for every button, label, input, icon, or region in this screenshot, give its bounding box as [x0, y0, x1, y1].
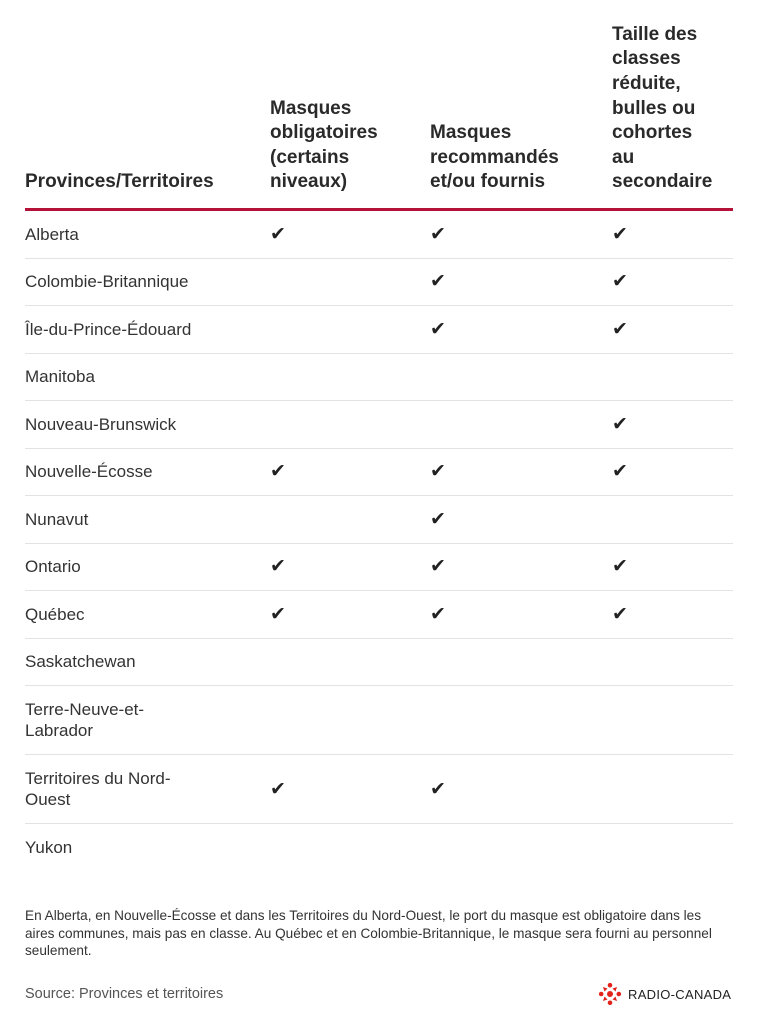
province-name: Territoires du Nord-Ouest	[25, 769, 171, 809]
header-line: classes	[612, 48, 681, 70]
province-name: Yukon	[25, 838, 73, 858]
check-icon: ✔	[270, 461, 286, 483]
province-name: Colombie-Britannique	[25, 272, 189, 292]
table-body	[25, 211, 733, 872]
check-icon: ✔	[612, 603, 628, 625]
check-icon: ✔	[612, 223, 628, 245]
radio-canada-logo	[598, 982, 731, 1006]
province-name: Saskatchewan	[25, 652, 136, 672]
header-line: obligatoires	[270, 122, 378, 144]
header-line: au	[612, 146, 635, 168]
province-name: Québec	[25, 604, 85, 624]
header-taille-classes	[612, 23, 733, 195]
check-icon: ✔	[270, 223, 286, 245]
table-row	[25, 755, 733, 824]
check-icon: ✔	[430, 461, 446, 483]
header-line: Masques	[430, 122, 512, 144]
province-name: Île-du-Prince-Édouard	[25, 319, 192, 339]
table-row	[25, 306, 733, 354]
check-icon: ✔	[270, 778, 286, 800]
table-row	[25, 686, 733, 755]
table-row	[25, 211, 733, 259]
check-icon: ✔	[430, 508, 446, 530]
check-icon: ✔	[430, 318, 446, 340]
table-row	[25, 259, 733, 307]
province-name: Nouveau-Brunswick	[25, 414, 177, 434]
province-name: Nunavut	[25, 509, 89, 529]
province-name: Terre-Neuve-et-Labrador	[25, 700, 145, 740]
province-name: Nouvelle-Écosse	[25, 462, 153, 482]
table-row	[25, 544, 733, 592]
table-row	[25, 824, 733, 872]
check-icon: ✔	[270, 556, 286, 578]
province-name: Manitoba	[25, 367, 95, 387]
source-credit: Source: Provinces et territoires	[25, 986, 224, 1002]
table-row	[25, 639, 733, 687]
check-icon: ✔	[430, 271, 446, 293]
header-line: réduite,	[612, 73, 681, 95]
check-icon: ✔	[612, 556, 628, 578]
header-line: et/ou fournis	[430, 171, 546, 193]
header-line: (certains	[270, 146, 350, 168]
header-line: Provinces/Territoires	[25, 171, 214, 193]
check-icon: ✔	[612, 271, 628, 293]
header-line: niveaux)	[270, 171, 348, 193]
province-name: Alberta	[25, 224, 79, 244]
check-icon: ✔	[430, 603, 446, 625]
header-line: Taille des	[612, 23, 698, 45]
header-line: secondaire	[612, 171, 713, 193]
logo-wordmark: RADIO-CANADA	[628, 986, 732, 1002]
header-line: Masques	[270, 97, 352, 119]
table-row	[25, 449, 733, 497]
radio-canada-gem-icon	[598, 982, 622, 1006]
province-measures-table	[25, 0, 733, 872]
check-icon: ✔	[612, 318, 628, 340]
header-line: bulles ou	[612, 97, 696, 119]
check-icon: ✔	[430, 223, 446, 245]
check-icon: ✔	[612, 413, 628, 435]
check-icon: ✔	[430, 556, 446, 578]
table-row	[25, 401, 733, 449]
table-row	[25, 496, 733, 544]
header-line: cohortes	[612, 122, 693, 144]
header-provinces	[25, 170, 214, 195]
header-masques-obligatoires	[270, 97, 420, 195]
province-name: Ontario	[25, 557, 81, 577]
header-line: recommandés	[430, 146, 559, 168]
table-header	[25, 0, 733, 211]
table-row	[25, 591, 733, 639]
check-icon: ✔	[430, 778, 446, 800]
footnote: En Alberta, en Nouvelle-Écosse et dans les Territoires du Nord-Ouest, le port du masque est obligatoire dans les aires communes, mais pas en classe. Au Québec et en Colombie-Britannique, le masque sera fourni au personnel seulement.	[25, 908, 712, 958]
table-row	[25, 354, 733, 402]
check-icon: ✔	[612, 461, 628, 483]
check-icon: ✔	[270, 603, 286, 625]
header-masques-recommandes	[430, 121, 605, 195]
